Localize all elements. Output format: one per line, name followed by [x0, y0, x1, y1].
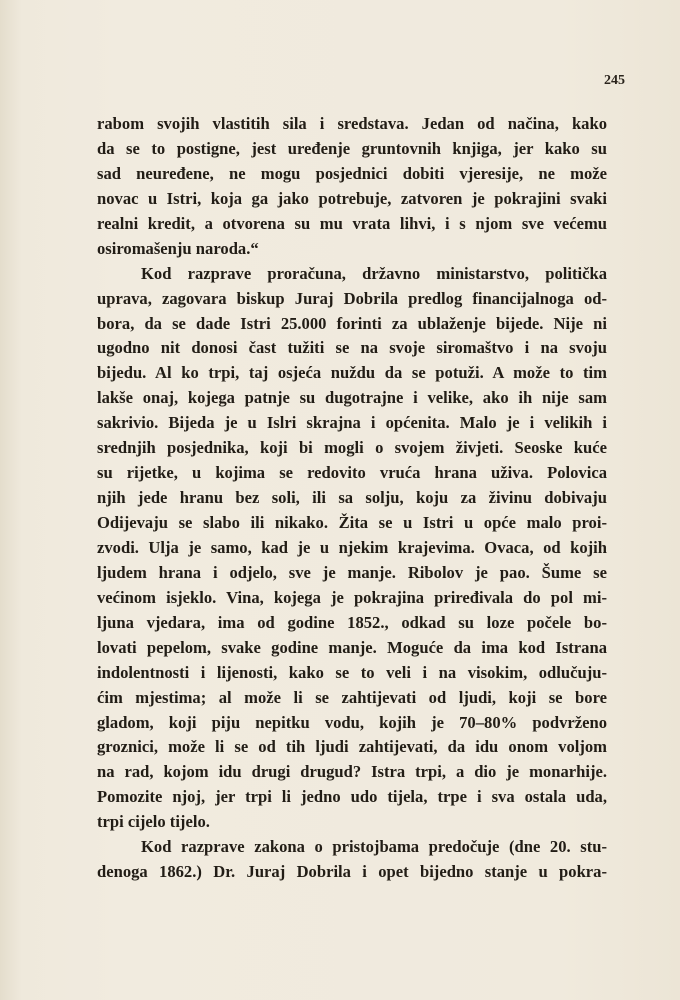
text-line: su rijetke, u kojima se redovito vruća hrana uživa. Polovica — [97, 463, 607, 483]
text-line: denoga 1862.) Dr. Juraj Dobrila i opet bijedno stanje u pokra- — [97, 862, 607, 882]
text-line: ljuna vjedara, ima od godine 1852., odkad su loze počele bo- — [97, 612, 607, 632]
text-line: realni kredit, a otvorena su mu vrata lihvi, i s njom sve većemu — [97, 213, 607, 233]
text-line: na rad, kojom idu drugi drugud? Istra trpi, a dio je monarhije. — [97, 762, 607, 782]
text-line: trpi cijelo tijelo. — [97, 812, 210, 832]
text-line: ćim mjestima; al može li se zahtijevati od ljudi, koji se bore — [97, 687, 607, 707]
text-line: groznici, može li se od tih ljudi zahtijevati, da idu onom voljom — [97, 737, 607, 757]
text-line: zvodi. Ulja je samo, kad je u njekim krajevima. Ovaca, od kojih — [97, 537, 607, 557]
text-line: Kod razprave proračuna, državno ministarstvo, politička — [141, 263, 607, 283]
text-line: bora, da se dade Istri 25.000 forinti za ublaženje bijede. Nije ni — [97, 313, 607, 333]
text-line: lakše onaj, kojega patnje su dugotrajne i velike, ako ih nije sam — [97, 388, 607, 408]
text-line: novac u Istri, koja ga jako potrebuje, zatvoren je pokrajini svaki — [97, 188, 607, 208]
text-line: sakrivio. Bijeda je u Islri skrajna i općenita. Malo je i velikih i — [97, 413, 607, 433]
text-line: gladom, koji piju nepitku vodu, kojih je 70–80% podvrženo — [97, 712, 607, 732]
text-line: ugodno nit donosi čast tužiti se na svoje siromaštvo i na svoju — [97, 338, 607, 358]
text-line: da se to postigne, jest uređenje gruntovnih knjiga, jer kako su — [97, 138, 607, 158]
text-line: Kod razprave zakona o pristojbama predočuje (dne 20. stu- — [141, 837, 607, 857]
text-line: Pomozite njoj, jer trpi li jedno udo tijela, trpe i sva ostala uda, — [97, 787, 607, 807]
text-line: uprava, zagovara biskup Juraj Dobrila predlog financijalnoga od- — [97, 288, 607, 308]
text-line: bijedu. Al ko trpi, taj osjeća nuždu da se potuži. A može to tim — [97, 363, 607, 383]
text-line: njih jede hranu bez soli, ili sa solju, koju za živinu dobivaju — [97, 488, 607, 508]
text-line: lovati pepelom, svake godine manje. Moguće da ima kod Istrana — [97, 637, 607, 657]
text-line: srednjih posjednika, koji bi mogli o svojem živjeti. Seoske kuće — [97, 438, 607, 458]
text-line: indolentnosti i lijenosti, kako se to veli i na visokim, odlučuju- — [97, 662, 607, 682]
body-text — [97, 112, 607, 885]
text-line: osiromašenju naroda.“ — [97, 238, 259, 258]
text-line: ljudem hrana i odjelo, sve je manje. Ribolov je pao. Šume se — [97, 562, 607, 582]
text-line: većinom isjeklo. Vina, kojega je pokrajina priređivala do pol mi- — [97, 587, 607, 607]
text-line: rabom svojih vlastitih sila i sredstava. Jedan od načina, kako — [97, 114, 607, 133]
page-number: 245 — [604, 73, 625, 88]
text-line: Odijevaju se slabo ili nikako. Žita se u Istri u opće malo proi- — [97, 513, 607, 532]
text-line: sad neuređene, ne mogu posjednici dobiti vjeresije, ne može — [97, 163, 607, 183]
